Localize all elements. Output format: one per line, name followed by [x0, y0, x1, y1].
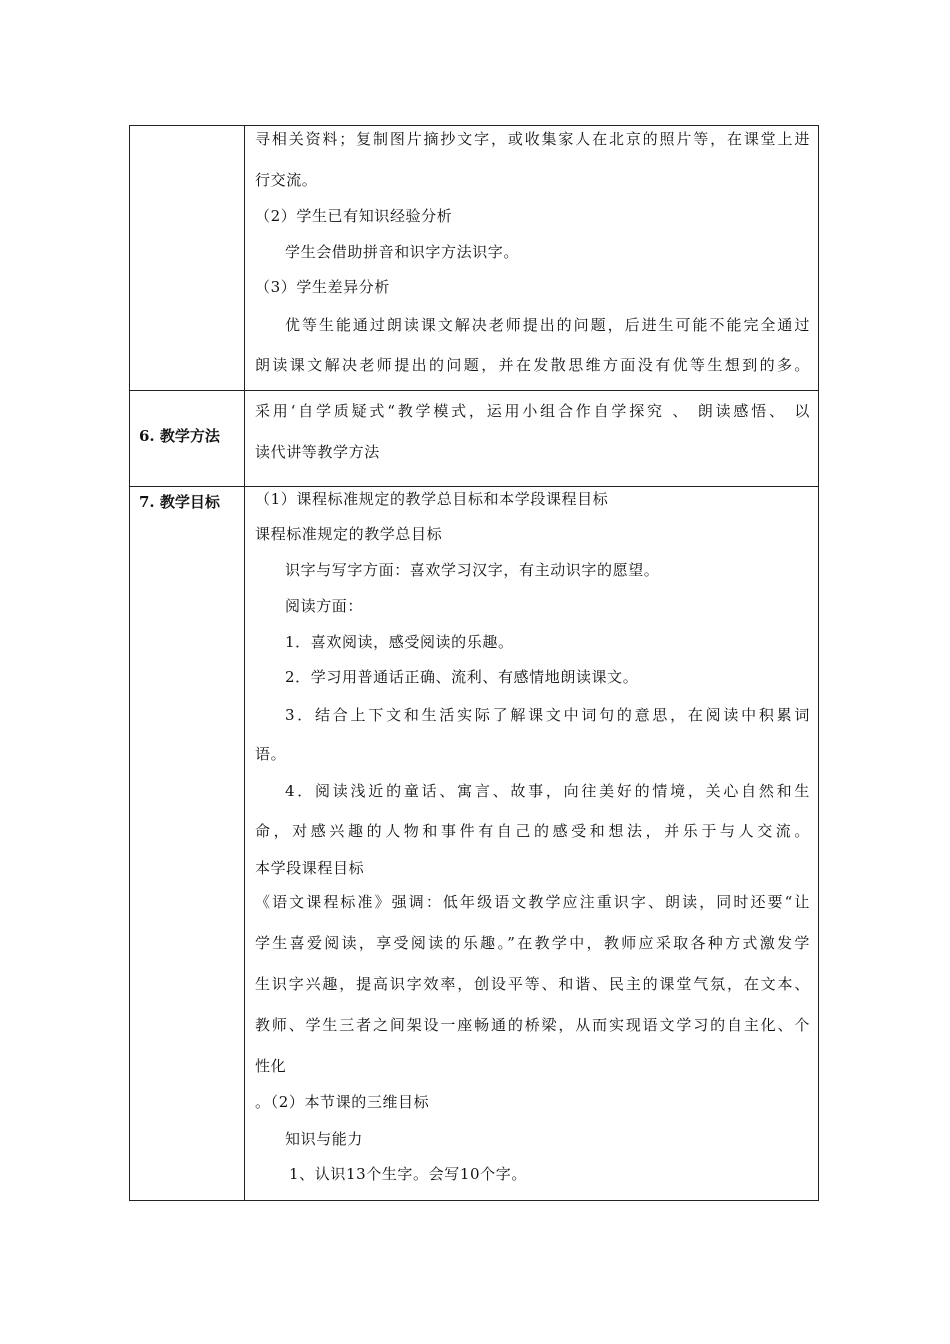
text-line: 命，对感兴趣的人物和事件有自己的感受和想法，并乐于与人交流。 — [255, 822, 810, 840]
text-line: 寻相关资料；复制图片摘抄文字，或收集家人在北京的照片等，在课堂上进 — [255, 130, 810, 148]
section-heading: （1）课程标准规定的教学总目标和本学段课程目标 — [255, 490, 609, 508]
list-item: 4．阅读浅近的童话、寓言、故事，向往美好的情境，关心自然和生 — [285, 782, 810, 800]
list-item: 3．结合上下文和生活实际了解课文中词句的意思，在阅读中积累词 — [285, 706, 810, 724]
row-label: 7. 教学目标 — [139, 493, 220, 511]
text-line: 《语文课程标准》强调：低年级语文教学应注重识字、朗读，同时还要“让 — [255, 893, 810, 911]
text-line: 阅读方面： — [285, 597, 364, 615]
lesson-plan-table — [129, 125, 819, 1201]
text-line: 读代讲等教学方法 — [255, 443, 380, 461]
section-heading: （2）学生已有知识经验分析 — [255, 207, 453, 225]
text-line: 识字与写字方面：喜欢学习汉字，有主动识字的愿望。 — [285, 561, 660, 579]
list-item: 1、认识13个生字。会写10个字。 — [289, 1165, 527, 1183]
row-content-cell — [245, 126, 818, 390]
text-line: 行交流。 — [255, 171, 318, 189]
text-line: 朗读课文解决老师提出的问题，并在发散思维方面没有优等生想到的多。 — [255, 356, 810, 374]
row-label: 6. 教学方法 — [139, 427, 220, 445]
text-line: 课程标准规定的教学总目标 — [255, 525, 443, 543]
list-item: 1．喜欢阅读，感受阅读的乐趣。 — [285, 633, 514, 651]
text-line: 生识字兴趣，提高识字效率，创设平等、和谐、民主的课堂气氛，在文本、 — [255, 975, 810, 993]
text-line: 优等生能通过朗读课文解决老师提出的问题，后进生可能不能完全通过 — [285, 316, 810, 334]
row-label-cell — [130, 126, 245, 390]
text-line: 语。 — [255, 745, 287, 763]
text-line: 采用‘自学质疑式“教学模式，运用小组合作自学探究 、 朗读感悟、 以 — [255, 402, 810, 420]
section-heading: 。（2）本节课的三维目标 — [255, 1093, 430, 1111]
list-item: 2．学习用普通话正确、流利、有感情地朗读课文。 — [285, 668, 639, 686]
text-line: 性化 — [255, 1057, 287, 1075]
text-line: 学生喜爱阅读，享受阅读的乐趣。”在教学中，教师应采取各种方式激发学 — [255, 934, 810, 952]
row-label-cell — [130, 391, 245, 486]
text-line: 知识与能力 — [285, 1130, 364, 1148]
table-row — [130, 486, 818, 1200]
text-line: 教师、学生三者之间架设一座畅通的桥梁，从而实现语文学习的自主化、个 — [255, 1016, 810, 1034]
row-content-cell — [245, 391, 818, 486]
text-line: 本学段课程目标 — [255, 859, 365, 877]
section-heading: （3）学生差异分析 — [255, 278, 390, 296]
row-content-cell — [245, 487, 818, 1200]
table-row — [130, 126, 818, 390]
table-row — [130, 390, 818, 486]
row-label-cell — [130, 487, 245, 1200]
text-line: 学生会借助拼音和识字方法识字。 — [285, 243, 520, 261]
